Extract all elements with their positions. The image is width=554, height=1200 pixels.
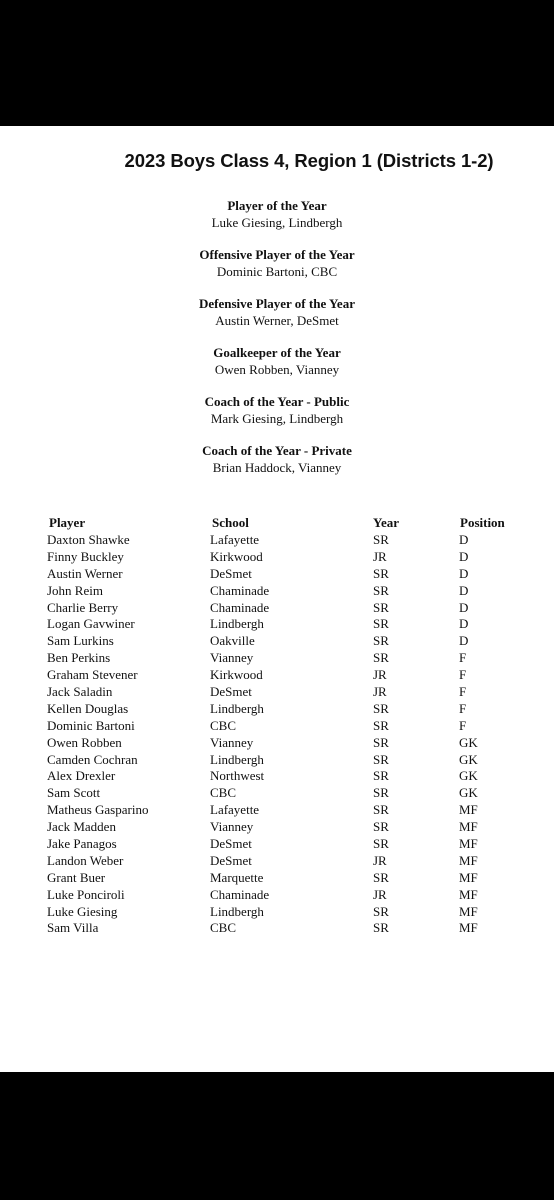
table-row	[0, 735, 554, 752]
cell-school: DeSmet	[210, 684, 252, 700]
table-row	[0, 904, 554, 921]
table-row	[0, 667, 554, 684]
cell-position: F	[459, 650, 467, 666]
award-offensive-player	[0, 247, 554, 296]
cell-player: Matheus Gasparino	[47, 802, 149, 818]
table-row	[0, 532, 554, 549]
document-page	[0, 126, 554, 1072]
cell-year: SR	[373, 836, 389, 852]
award-winner: Owen Robben, Vianney	[214, 362, 340, 377]
cell-position: GK	[459, 768, 478, 784]
cell-position: MF	[459, 869, 478, 885]
cell-year: SR	[373, 734, 389, 750]
table-header-row	[0, 514, 554, 532]
cell-position: D	[459, 599, 469, 615]
awards-section	[0, 198, 554, 492]
cell-player: Dominic Bartoni	[47, 717, 135, 733]
cell-year: SR	[373, 785, 389, 801]
cell-position: GK	[459, 785, 478, 801]
table-row	[0, 701, 554, 718]
cell-player: Sam Scott	[47, 785, 101, 801]
cell-school: Lindbergh	[210, 903, 264, 919]
cell-year: SR	[373, 920, 389, 936]
cell-year: SR	[373, 616, 389, 632]
cell-school: Vianney	[210, 819, 254, 835]
cell-position: MF	[459, 836, 478, 852]
roster-table	[0, 514, 554, 937]
cell-year: SR	[373, 751, 389, 767]
cell-position: D	[459, 565, 469, 581]
cell-school: Vianney	[210, 734, 254, 750]
table-row	[0, 633, 554, 650]
award-defensive-player	[0, 296, 554, 345]
award-winner: Austin Werner, DeSmet	[215, 313, 339, 328]
cell-position: MF	[459, 852, 478, 868]
table-row	[0, 887, 554, 904]
cell-player: Sam Villa	[47, 920, 99, 936]
award-title: Goalkeeper of the Year	[213, 345, 341, 360]
cell-player: Alex Drexler	[47, 768, 116, 784]
cell-player: Austin Werner	[47, 565, 123, 581]
cell-school: CBC	[210, 920, 237, 936]
cell-player: Jake Panagos	[47, 836, 117, 852]
cell-year: SR	[373, 802, 389, 818]
cell-school: DeSmet	[210, 565, 252, 581]
cell-year: SR	[373, 565, 389, 581]
cell-year: SR	[373, 819, 389, 835]
cell-player: Grant Buer	[47, 869, 106, 885]
cell-year: SR	[373, 903, 389, 919]
cell-year: SR	[373, 532, 389, 547]
document-title: 2023 Boys Class 4, Region 1 (Districts 1-2)	[124, 150, 494, 171]
roster-body	[0, 532, 554, 937]
cell-player: Sam Lurkins	[47, 633, 114, 649]
cell-school: Lafayette	[210, 802, 260, 818]
table-row	[0, 752, 554, 769]
cell-player: Logan Gavwiner	[47, 616, 135, 632]
cell-position: F	[459, 700, 467, 716]
cell-player: Jack Madden	[47, 819, 116, 835]
cell-position: MF	[459, 819, 478, 835]
award-winner: Luke Giesing, Lindbergh	[211, 215, 343, 230]
cell-school: Lindbergh	[210, 616, 264, 632]
table-row	[0, 870, 554, 887]
cell-school: Marquette	[210, 869, 264, 885]
cell-position: MF	[459, 920, 478, 936]
cell-school: Chaminade	[210, 582, 270, 598]
header-position: Position	[460, 515, 505, 530]
table-row	[0, 785, 554, 802]
cell-player: Charlie Berry	[47, 599, 119, 615]
cell-school: DeSmet	[210, 852, 252, 868]
cell-year: SR	[373, 717, 389, 733]
award-winner: Brian Haddock, Vianney	[212, 460, 342, 475]
cell-school: Chaminade	[210, 599, 270, 615]
cell-year: JR	[373, 548, 387, 564]
cell-position: D	[459, 532, 469, 547]
cell-year: JR	[373, 684, 387, 700]
cell-school: Kirkwood	[210, 667, 263, 683]
table-row	[0, 616, 554, 633]
cell-year: SR	[373, 700, 389, 716]
header-year: Year	[373, 515, 399, 530]
award-player-of-the-year	[0, 198, 554, 247]
cell-school: DeSmet	[210, 836, 252, 852]
cell-player: John Reim	[47, 582, 103, 598]
cell-position: D	[459, 616, 469, 632]
cell-year: JR	[373, 852, 387, 868]
award-title: Coach of the Year - Public	[204, 394, 350, 409]
header-school: School	[212, 515, 249, 530]
award-winner: Mark Giesing, Lindbergh	[210, 411, 344, 426]
cell-year: SR	[373, 582, 389, 598]
award-coach-private	[0, 443, 554, 492]
cell-position: MF	[459, 903, 478, 919]
cell-school: Oakville	[210, 633, 255, 649]
cell-school: Chaminade	[210, 886, 270, 902]
table-row	[0, 718, 554, 735]
table-row	[0, 768, 554, 785]
cell-school: CBC	[210, 717, 237, 733]
table-row	[0, 920, 554, 937]
award-coach-public	[0, 394, 554, 443]
cell-player: Graham Stevener	[47, 667, 138, 683]
award-title: Player of the Year	[227, 198, 327, 213]
table-row	[0, 650, 554, 667]
cell-school: Lindbergh	[210, 700, 264, 716]
cell-position: MF	[459, 886, 478, 902]
cell-player: Kellen Douglas	[47, 700, 129, 716]
table-row	[0, 583, 554, 600]
table-row	[0, 600, 554, 617]
cell-player: Landon Weber	[47, 852, 124, 868]
cell-player: Luke Ponciroli	[47, 886, 125, 902]
cell-position: D	[459, 633, 469, 649]
cell-position: MF	[459, 802, 478, 818]
cell-player: Jack Saladin	[47, 684, 113, 700]
award-title: Coach of the Year - Private	[202, 443, 352, 458]
cell-school: CBC	[210, 785, 237, 801]
cell-player: Finny Buckley	[47, 548, 124, 564]
table-row	[0, 819, 554, 836]
cell-player: Owen Robben	[47, 734, 122, 750]
cell-year: JR	[373, 667, 387, 683]
award-winner: Dominic Bartoni, CBC	[216, 264, 338, 279]
cell-player: Ben Perkins	[47, 650, 111, 666]
cell-position: F	[459, 667, 467, 683]
cell-school: Lafayette	[210, 532, 260, 547]
cell-player: Luke Giesing	[47, 903, 118, 919]
cell-position: D	[459, 582, 469, 598]
cell-year: SR	[373, 768, 389, 784]
cell-year: SR	[373, 869, 389, 885]
cell-school: Vianney	[210, 650, 254, 666]
cell-position: F	[459, 717, 467, 733]
cell-player: Camden Cochran	[47, 751, 138, 767]
cell-year: SR	[373, 650, 389, 666]
cell-position: GK	[459, 734, 478, 750]
cell-school: Lindbergh	[210, 751, 264, 767]
header-player: Player	[49, 515, 86, 530]
award-title: Offensive Player of the Year	[199, 247, 355, 262]
cell-position: D	[459, 548, 469, 564]
cell-position: F	[459, 684, 467, 700]
cell-year: SR	[373, 633, 389, 649]
cell-year: JR	[373, 886, 387, 902]
cell-school: Kirkwood	[210, 548, 263, 564]
table-row	[0, 549, 554, 566]
table-row	[0, 802, 554, 819]
table-row	[0, 566, 554, 583]
table-row	[0, 684, 554, 701]
table-row	[0, 853, 554, 870]
award-title: Defensive Player of the Year	[199, 296, 355, 311]
table-row	[0, 836, 554, 853]
cell-player: Daxton Shawke	[47, 532, 130, 547]
cell-school: Northwest	[210, 768, 265, 784]
award-goalkeeper	[0, 345, 554, 394]
cell-position: GK	[459, 751, 478, 767]
cell-year: SR	[373, 599, 389, 615]
